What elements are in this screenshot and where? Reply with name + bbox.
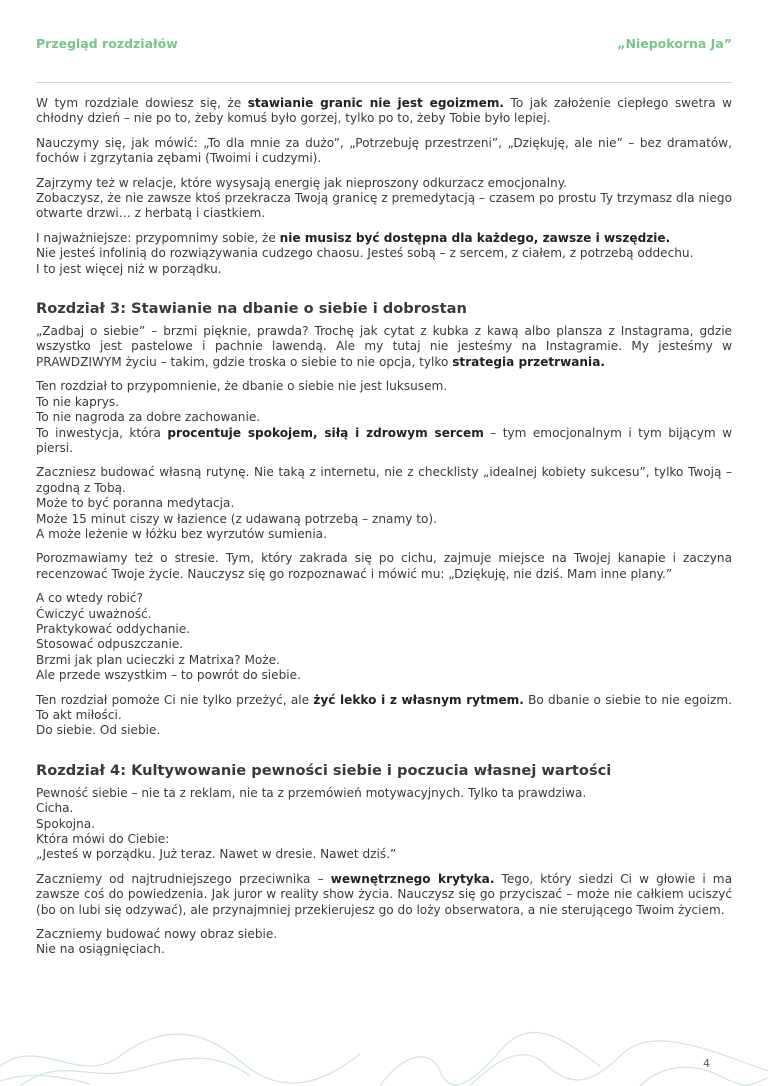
text-line: Może 15 minut ciszy w łazience (z udawaną potrzebą – znamy to). <box>36 511 437 526</box>
list-item: Cicha. <box>36 801 74 816</box>
text-line: Zajrzymy też w relacje, które wysysają energię jak nieproszony odkurzacz emocjonalny. <box>36 175 568 190</box>
text-line: I najważniejsze: przypomnimy sobie, że nie musisz być dostępna dla każdego, zawsze i wszędzie. <box>36 230 671 245</box>
list-item: Spokojna. <box>36 816 96 831</box>
chapter-3-paragraph-3 <box>36 465 732 542</box>
text-line: Nie na osiągnięciach. <box>36 942 165 957</box>
text-line: Może to być poranna medytacja. <box>36 496 235 511</box>
chapter-3-paragraph-4: Porozmawiamy też o stresie. Tym, który zakrada się po cichu, zajmuje miejsce na Twojej kanapie i zaczyna recenzować Twoje życie. Nauczysz się go rozpoznawać i mówić mu: „Dziękuję, nie dziś. Mam inne plany.” <box>36 551 732 581</box>
chapter-3-paragraph-1: „Zadbaj o siebie” – brzmi pięknie, prawda? Trochę jak cytat z kubka z kawą albo plansza z Instagrama, gdzie wszystko jest pastelowe i pachnie lawendą. Ale my tutaj nie jesteśmy na Instagramie. My jesteśmy w PRAWDZIWYM życiu – takim, gdzie troska o siebie to nie opcja, tylko strategia przetrwania. <box>36 324 732 369</box>
text-line: Zobaczysz, że nie zawsze ktoś przekracza Twoją granicę z premedytacją – czasem po prostu Ty trzymasz dla niego otwarte drzwi… z herbatą i ciastkiem. <box>36 191 732 221</box>
text-line: To inwestycja, która procentuje spokojem, siłą i zdrowym sercem – tym emocjonalnym i tym bijącym w piersi. <box>36 425 732 455</box>
header-divider <box>36 82 732 83</box>
text-line: Zaczniesz budować własną rutynę. Nie taką z internetu, nie z checklisty „idealnej kobiety sukcesu”, tylko Twoją – zgodną z Tobą. <box>36 465 732 495</box>
intro-paragraph-4 <box>36 231 732 277</box>
text-line: Do siebie. Od siebie. <box>36 723 161 738</box>
text-line: Nie jesteś infolinią do rozwiązywania cudzego chaosu. Jesteś sobą – z sercem, z ciałem, z potrzebą oddechu. <box>36 246 694 261</box>
chapter-4-paragraph-3 <box>36 927 732 958</box>
page-header <box>36 36 732 51</box>
chapter-4-paragraph-2: Zaczniemy od najtrudniejszego przeciwnika – wewnętrznego krytyka. Tego, który siedzi Ci w głowie i ma zawsze coś do powiedzenia. Jak juror w reality show życia. Nauczysz się go przyciszać – może nie całkiem uciszyć (bo on lubi się odzywać), ale przynajmniej przekierujesz go do loży obserwatora, a nie sterującego Twoim życiem. <box>36 871 732 917</box>
list-item: Brzmi jak plan ucieczki z Matrixa? Może. <box>36 652 280 667</box>
list-item: Która mówi do Ciebie: <box>36 832 170 847</box>
chapter-4-list <box>36 786 732 863</box>
text-line: Ten rozdział to przypomnienie, że dbanie o siebie nie jest luksusem. <box>36 379 448 394</box>
page-content <box>36 96 732 967</box>
chapter-3-heading: Rozdział 3: Stawianie na dbanie o siebie i dobrostan <box>36 300 467 318</box>
header-section-title: Przegląd rozdziałów <box>36 36 178 51</box>
intro-paragraph-1: W tym rozdziale dowiesz się, że stawianie granic nie jest egoizmem. To jak założenie ciepłego swetra w chłodny dzień – nie po to, żeby komuś było gorzej, tylko po to, żeby Tobie było lepiej. <box>36 96 732 126</box>
text-line: Ten rozdział pomoże Ci nie tylko przeżyć, ale żyć lekko i z własnym rytmem. Bo dbanie o siebie to nie egoizm. To akt miłości. <box>36 692 732 722</box>
list-item: Ćwiczyć uważność. <box>36 606 152 621</box>
chapter-3-paragraph-5 <box>36 693 732 739</box>
chapter-4-heading: Rozdział 4: Kultywowanie pewności siebie i poczucia własnej wartości <box>36 761 612 779</box>
text-line: I to jest więcej niż w porządku. <box>36 261 222 276</box>
list-item: Praktykować oddychanie. <box>36 621 191 636</box>
text-line: Zaczniemy budować nowy obraz siebie. <box>36 927 278 942</box>
page-number: 4 <box>703 1057 710 1070</box>
list-item: Pewność siebie – nie ta z reklam, nie ta z przemówień motywacyjnych. Tylko ta prawdziwa. <box>36 785 587 800</box>
intro-paragraph-3 <box>36 176 732 222</box>
header-book-title: „Niepokorna Ja” <box>617 36 732 51</box>
list-item: Stosować odpuszczanie. <box>36 637 184 652</box>
list-item: A co wtedy robić? <box>36 591 143 606</box>
list-item: „Jesteś w porządku. Już teraz. Nawet w dresie. Nawet dziś.” <box>36 847 397 862</box>
list-item: Ale przede wszystkim – to powrót do siebie. <box>36 668 301 683</box>
decorative-wave-lines <box>0 1026 768 1086</box>
chapter-3-list <box>36 591 732 683</box>
text-line: To nie kaprys. <box>36 394 120 409</box>
intro-paragraph-2: Nauczymy się, jak mówić: „To dla mnie za dużo”, „Potrzebuję przestrzeni”, „Dziękuję, ale nie” – bez dramatów, fochów i zgrzytania zębami (Twoimi i cudzymi). <box>36 135 732 166</box>
chapter-3-paragraph-2 <box>36 379 732 456</box>
text-line: A może leżenie w łóżku bez wyrzutów sumienia. <box>36 526 327 541</box>
text-line: To nie nagroda za dobre zachowanie. <box>36 410 261 425</box>
